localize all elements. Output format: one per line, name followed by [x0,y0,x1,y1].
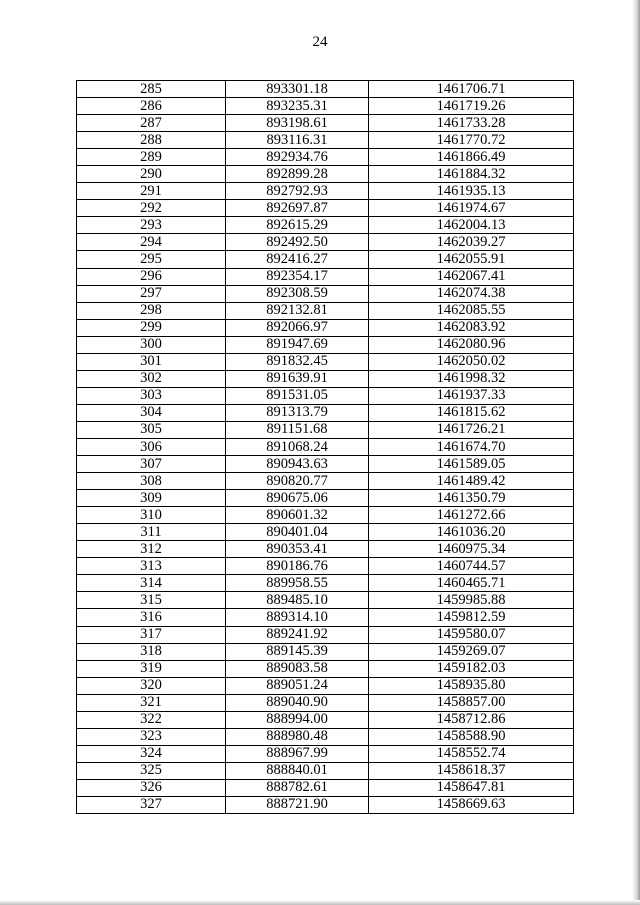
point-number-cell: 308 [77,473,226,490]
coordinate-x-cell: 891313.79 [226,404,369,421]
point-number-cell: 309 [77,490,226,507]
coordinate-x-cell: 890820.77 [226,473,369,490]
coordinate-x-cell: 888994.00 [226,711,369,728]
coordinate-x-cell: 890401.04 [226,524,369,541]
coordinate-x-cell: 892697.87 [226,200,369,217]
coordinate-y-cell: 1460465.71 [369,575,574,592]
table-row [77,166,574,183]
point-number-cell: 304 [77,404,226,421]
coordinate-x-cell: 893235.31 [226,98,369,115]
coordinate-y-cell: 1462085.55 [369,302,574,319]
table-row [77,728,574,745]
point-number-cell: 324 [77,745,226,762]
point-number-cell: 319 [77,660,226,677]
coordinate-y-cell: 1462004.13 [369,217,574,234]
coordinate-x-cell: 891531.05 [226,387,369,404]
table-row [77,404,574,421]
coordinates-table [76,80,574,814]
point-number-cell: 290 [77,166,226,183]
coordinate-y-cell: 1461589.05 [369,456,574,473]
coordinate-x-cell: 892354.17 [226,268,369,285]
table-row [77,541,574,558]
coordinate-y-cell: 1461815.62 [369,404,574,421]
table-row [77,336,574,353]
point-number-cell: 326 [77,779,226,796]
table-row [77,217,574,234]
table-row [77,81,574,98]
coordinate-x-cell: 889958.55 [226,575,369,592]
coordinate-x-cell: 890601.32 [226,507,369,524]
table-row [77,285,574,302]
coordinate-x-cell: 892934.76 [226,149,369,166]
coordinate-y-cell: 1461998.32 [369,370,574,387]
coordinate-x-cell: 889241.92 [226,626,369,643]
coordinate-y-cell: 1459812.59 [369,609,574,626]
point-number-cell: 322 [77,711,226,728]
point-number-cell: 297 [77,285,226,302]
point-number-cell: 313 [77,558,226,575]
table-row [77,98,574,115]
point-number-cell: 285 [77,81,226,98]
table-row [77,438,574,455]
table-row [77,319,574,336]
point-number-cell: 316 [77,609,226,626]
scan-edge-shadow-bottom [0,900,640,905]
coordinate-y-cell: 1461674.70 [369,438,574,455]
coordinate-x-cell: 892416.27 [226,251,369,268]
coordinate-y-cell: 1462039.27 [369,234,574,251]
coordinate-x-cell: 888840.01 [226,762,369,779]
point-number-cell: 298 [77,302,226,319]
coordinate-x-cell: 888782.61 [226,779,369,796]
table-row [77,473,574,490]
coordinate-y-cell: 1460744.57 [369,558,574,575]
coordinate-x-cell: 890943.63 [226,456,369,473]
point-number-cell: 323 [77,728,226,745]
coordinate-x-cell: 891832.45 [226,353,369,370]
coordinate-y-cell: 1458618.37 [369,762,574,779]
coordinate-y-cell: 1461733.28 [369,115,574,132]
coordinate-x-cell: 892492.50 [226,234,369,251]
coordinate-x-cell: 891068.24 [226,438,369,455]
coordinate-x-cell: 889314.10 [226,609,369,626]
table-row [77,490,574,507]
coordinate-x-cell: 888721.90 [226,796,369,813]
coordinate-x-cell: 892792.93 [226,183,369,200]
coordinate-x-cell: 889145.39 [226,643,369,660]
point-number-cell: 286 [77,98,226,115]
table-row [77,456,574,473]
coordinate-y-cell: 1462067.41 [369,268,574,285]
table-row [77,370,574,387]
coordinate-x-cell: 892615.29 [226,217,369,234]
point-number-cell: 301 [77,353,226,370]
table-row [77,421,574,438]
coordinate-y-cell: 1461937.33 [369,387,574,404]
point-number-cell: 289 [77,149,226,166]
coordinate-y-cell: 1459985.88 [369,592,574,609]
coordinate-y-cell: 1462055.91 [369,251,574,268]
coordinate-y-cell: 1461036.20 [369,524,574,541]
table-row [77,575,574,592]
point-number-cell: 300 [77,336,226,353]
point-number-cell: 312 [77,541,226,558]
coordinate-x-cell: 892899.28 [226,166,369,183]
coordinate-y-cell: 1462080.96 [369,336,574,353]
point-number-cell: 294 [77,234,226,251]
coordinate-y-cell: 1461489.42 [369,473,574,490]
page-number: 24 [312,34,328,50]
table-row [77,353,574,370]
point-number-cell: 321 [77,694,226,711]
table-row [77,268,574,285]
point-number-cell: 306 [77,438,226,455]
table-row [77,149,574,166]
point-number-cell: 292 [77,200,226,217]
point-number-cell: 293 [77,217,226,234]
point-number-cell: 327 [77,796,226,813]
point-number-cell: 317 [77,626,226,643]
point-number-cell: 320 [77,677,226,694]
coordinate-x-cell: 888980.48 [226,728,369,745]
table-row [77,626,574,643]
point-number-cell: 296 [77,268,226,285]
coordinate-y-cell: 1461866.49 [369,149,574,166]
point-number-cell: 299 [77,319,226,336]
coordinate-y-cell: 1458935.80 [369,677,574,694]
table-row [77,643,574,660]
table-row [77,183,574,200]
coordinate-x-cell: 888967.99 [226,745,369,762]
table-row [77,234,574,251]
point-number-cell: 287 [77,115,226,132]
coordinate-y-cell: 1459269.07 [369,643,574,660]
table-row [77,251,574,268]
table-row [77,660,574,677]
coordinates-table-body [77,81,574,814]
coordinate-y-cell: 1462083.92 [369,319,574,336]
coordinate-x-cell: 891947.69 [226,336,369,353]
coordinate-x-cell: 892308.59 [226,285,369,302]
coordinate-y-cell: 1458588.90 [369,728,574,745]
coordinate-y-cell: 1458647.81 [369,779,574,796]
coordinate-x-cell: 890675.06 [226,490,369,507]
table-row [77,302,574,319]
coordinate-y-cell: 1461884.32 [369,166,574,183]
point-number-cell: 305 [77,421,226,438]
coordinate-y-cell: 1461719.26 [369,98,574,115]
coordinate-x-cell: 892132.81 [226,302,369,319]
point-number-cell: 310 [77,507,226,524]
coordinate-x-cell: 892066.97 [226,319,369,336]
table-row [77,132,574,149]
coordinate-x-cell: 891639.91 [226,370,369,387]
point-number-cell: 288 [77,132,226,149]
coordinate-y-cell: 1458669.63 [369,796,574,813]
point-number-cell: 325 [77,762,226,779]
point-number-cell: 295 [77,251,226,268]
table-row [77,762,574,779]
coordinate-y-cell: 1458712.86 [369,711,574,728]
table-row [77,200,574,217]
coordinate-x-cell: 891151.68 [226,421,369,438]
coordinate-y-cell: 1461726.21 [369,421,574,438]
coordinate-y-cell: 1459580.07 [369,626,574,643]
point-number-cell: 302 [77,370,226,387]
coordinate-x-cell: 889485.10 [226,592,369,609]
point-number-cell: 315 [77,592,226,609]
table-row [77,115,574,132]
table-row [77,711,574,728]
coordinate-y-cell: 1461272.66 [369,507,574,524]
coordinate-y-cell: 1458552.74 [369,745,574,762]
coordinate-y-cell: 1461974.67 [369,200,574,217]
table-row [77,507,574,524]
table-row [77,592,574,609]
coordinate-x-cell: 889040.90 [226,694,369,711]
coordinate-y-cell: 1462074.38 [369,285,574,302]
coordinate-x-cell: 893116.31 [226,132,369,149]
table-row [77,524,574,541]
coordinate-y-cell: 1462050.02 [369,353,574,370]
coordinate-y-cell: 1461770.72 [369,132,574,149]
table-row [77,387,574,404]
table-row [77,694,574,711]
coordinate-x-cell: 890353.41 [226,541,369,558]
table-row [77,745,574,762]
coordinate-x-cell: 889051.24 [226,677,369,694]
point-number-cell: 291 [77,183,226,200]
point-number-cell: 307 [77,456,226,473]
coordinate-x-cell: 893301.18 [226,81,369,98]
table-row [77,558,574,575]
table-row [77,779,574,796]
coordinate-x-cell: 893198.61 [226,115,369,132]
point-number-cell: 303 [77,387,226,404]
point-number-cell: 318 [77,643,226,660]
table-row [77,796,574,813]
point-number-cell: 314 [77,575,226,592]
coordinate-y-cell: 1459182.03 [369,660,574,677]
coordinate-x-cell: 889083.58 [226,660,369,677]
coordinate-y-cell: 1461935.13 [369,183,574,200]
point-number-cell: 311 [77,524,226,541]
coordinate-y-cell: 1460975.34 [369,541,574,558]
coordinate-y-cell: 1458857.00 [369,694,574,711]
scan-edge-shadow-right [632,0,640,905]
coordinate-y-cell: 1461706.71 [369,81,574,98]
table-row [77,677,574,694]
coordinate-y-cell: 1461350.79 [369,490,574,507]
table-row [77,609,574,626]
coordinate-x-cell: 890186.76 [226,558,369,575]
